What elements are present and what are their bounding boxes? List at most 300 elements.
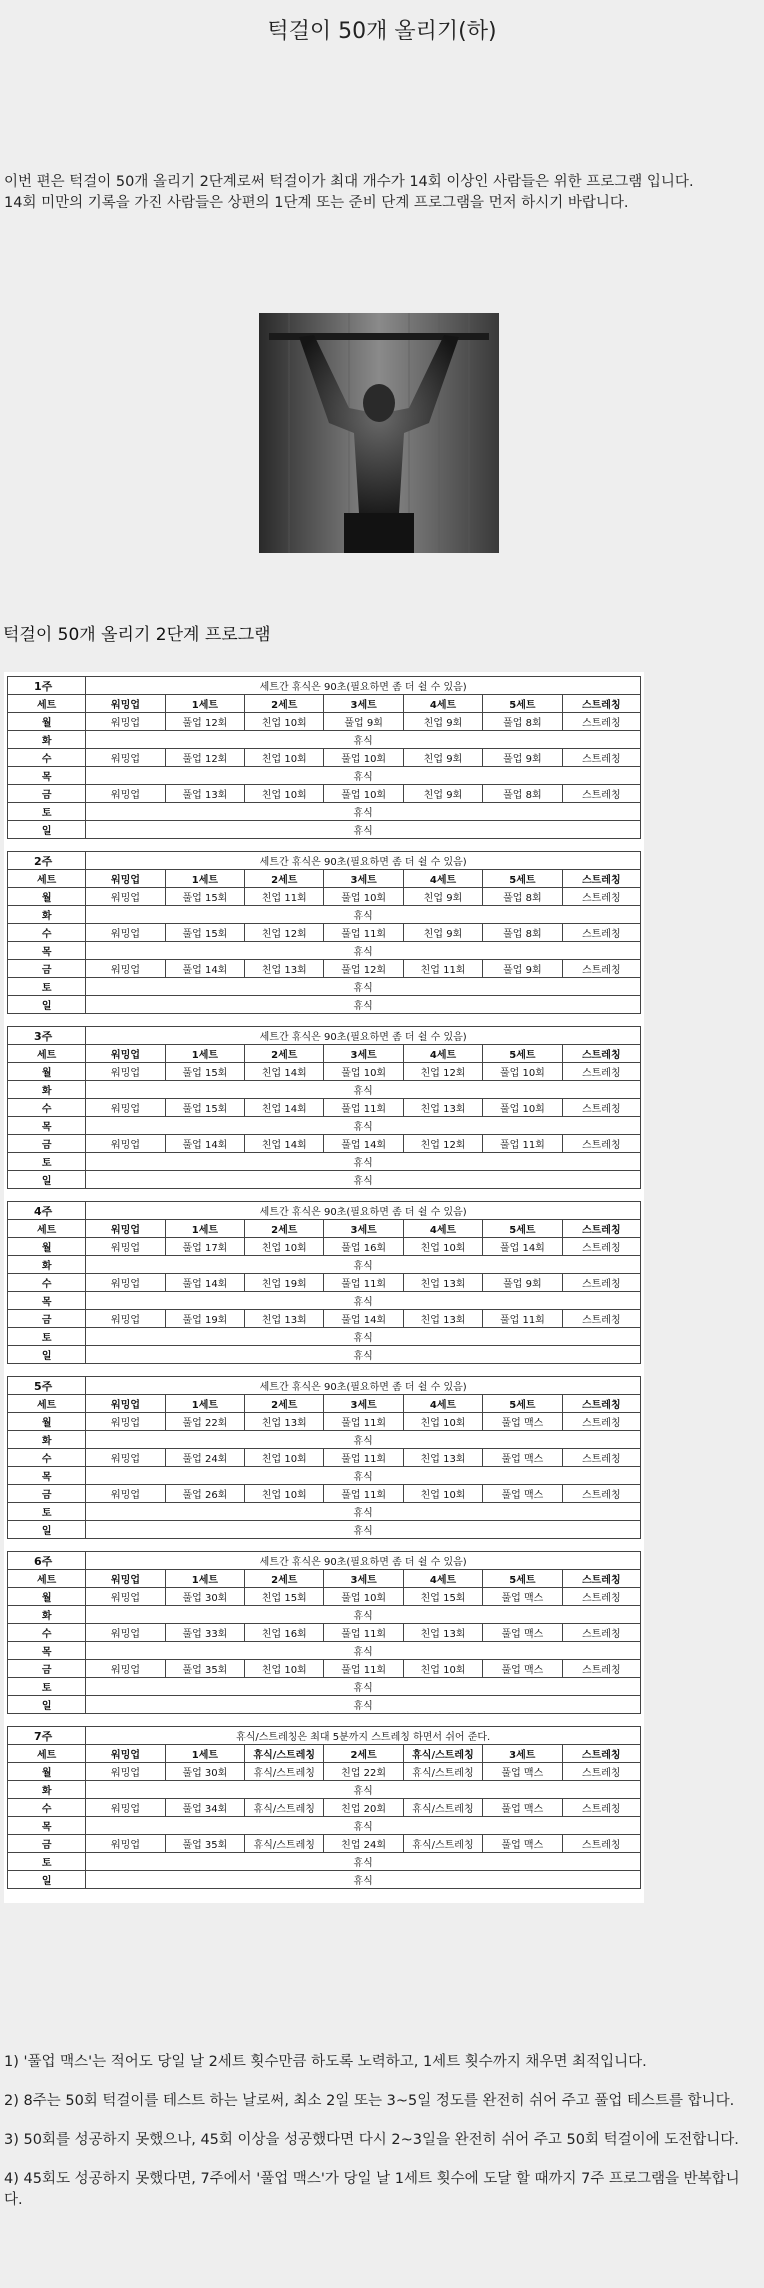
table-row [8, 1431, 641, 1449]
table-row [8, 1835, 641, 1853]
workout-cell: 스트레칭 [562, 1238, 640, 1256]
day-label: 일 [8, 1871, 86, 1889]
workout-cell: 휴식/스트레칭 [245, 1835, 324, 1853]
rest-cell: 휴식 [86, 1503, 641, 1521]
day-label: 토 [8, 1853, 86, 1871]
workout-cell: 풀업 10회 [483, 1099, 562, 1117]
column-header: 3세트 [324, 1220, 403, 1238]
rest-cell: 휴식 [86, 942, 641, 960]
day-label: 금 [8, 785, 86, 803]
workout-cell: 스트레칭 [562, 1835, 641, 1853]
workout-cell: 워밍업 [86, 1063, 165, 1081]
rest-cell: 휴식 [86, 1171, 641, 1189]
column-header: 스트레칭 [562, 1045, 640, 1063]
column-header: 3세트 [324, 1570, 403, 1588]
week-table [7, 676, 641, 839]
day-label: 토 [8, 1328, 86, 1346]
workout-cell: 스트레칭 [562, 1624, 640, 1642]
table-row [8, 888, 641, 906]
workout-cell: 풀업 24회 [165, 1449, 244, 1467]
workout-cell: 워밍업 [86, 924, 165, 942]
table-row [8, 1292, 641, 1310]
column-header: 1세트 [165, 695, 244, 713]
rest-cell: 휴식 [86, 1431, 641, 1449]
notes [4, 2052, 756, 2229]
day-label: 수 [8, 1099, 86, 1117]
workout-cell: 친업 10회 [403, 1660, 482, 1678]
day-label: 월 [8, 1238, 86, 1256]
workout-cell: 풀업 10회 [324, 749, 403, 767]
header-row [8, 1395, 641, 1413]
workout-cell: 워밍업 [86, 1099, 165, 1117]
table-row [8, 1781, 641, 1799]
week-title-row [8, 1552, 641, 1570]
workout-cell: 워밍업 [86, 1238, 165, 1256]
workout-cell: 풀업 15회 [165, 888, 244, 906]
column-header: 스트레칭 [562, 1395, 640, 1413]
intro-line-2: 14회 미만의 기록을 가진 사람들은 상편의 1단계 또는 준비 단계 프로그램을 먼저 하시기 바랍니다. [4, 195, 629, 211]
workout-cell: 풀업 11회 [324, 1485, 403, 1503]
workout-cell: 풀업 12회 [165, 749, 244, 767]
rest-cell: 휴식 [86, 731, 641, 749]
week-label: 5주 [8, 1377, 86, 1395]
workout-cell: 풀업 14회 [165, 960, 244, 978]
column-header: 4세트 [403, 1570, 482, 1588]
rest-cell: 휴식 [86, 1871, 641, 1889]
week-table [7, 1201, 641, 1364]
day-label: 수 [8, 749, 86, 767]
workout-cell: 풀업 11회 [324, 1624, 403, 1642]
table-row [8, 785, 641, 803]
workout-cell: 스트레칭 [562, 1099, 640, 1117]
workout-cell: 스트레칭 [562, 1310, 640, 1328]
day-label: 수 [8, 1624, 86, 1642]
workout-cell: 풀업 맥스 [483, 1413, 562, 1431]
column-header: 세트 [8, 695, 86, 713]
workout-cell: 풀업 11회 [324, 1099, 403, 1117]
column-header: 4세트 [403, 870, 482, 888]
day-label: 토 [8, 1153, 86, 1171]
day-label: 금 [8, 1660, 86, 1678]
column-header: 5세트 [483, 1220, 562, 1238]
workout-cell: 휴식/스트레칭 [403, 1763, 482, 1781]
week-title-row [8, 1377, 641, 1395]
day-label: 월 [8, 1763, 86, 1781]
table-row [8, 803, 641, 821]
column-header: 1세트 [165, 1045, 244, 1063]
day-label: 목 [8, 1467, 86, 1485]
column-header: 3세트 [324, 1045, 403, 1063]
workout-cell: 워밍업 [86, 1135, 165, 1153]
column-header: 세트 [8, 1745, 86, 1763]
column-header: 세트 [8, 1570, 86, 1588]
week-label: 4주 [8, 1202, 86, 1220]
workout-cell: 스트레칭 [562, 1799, 641, 1817]
column-header: 워밍업 [86, 1570, 165, 1588]
week-title-row [8, 677, 641, 695]
table-row [8, 1274, 641, 1292]
column-header: 5세트 [483, 1045, 562, 1063]
workout-cell: 친업 11회 [245, 888, 324, 906]
workout-cell: 워밍업 [86, 1485, 165, 1503]
day-label: 수 [8, 1799, 86, 1817]
workout-cell: 스트레칭 [562, 1763, 641, 1781]
workout-cell: 풀업 14회 [165, 1135, 244, 1153]
day-label: 화 [8, 1256, 86, 1274]
week-table [7, 1376, 641, 1539]
column-header: 3세트 [483, 1745, 562, 1763]
rest-cell: 휴식 [86, 1153, 641, 1171]
workout-cell: 친업 15회 [403, 1588, 482, 1606]
day-label: 일 [8, 1171, 86, 1189]
workout-cell: 스트레칭 [562, 1485, 640, 1503]
column-header: 워밍업 [86, 1045, 165, 1063]
week-rest-note: 세트간 휴식은 90초(필요하면 좀 더 쉴 수 있음) [86, 1552, 641, 1570]
workout-cell: 풀업 10회 [324, 1588, 403, 1606]
table-row [8, 1171, 641, 1189]
workout-cell: 풀업 맥스 [483, 1835, 562, 1853]
week-rest-note: 세트간 휴식은 90초(필요하면 좀 더 쉴 수 있음) [86, 1027, 641, 1045]
workout-cell: 친업 10회 [245, 1485, 324, 1503]
workout-cell: 풀업 10회 [324, 888, 403, 906]
week-title-row [8, 1727, 641, 1745]
week-label: 1주 [8, 677, 86, 695]
workout-cell: 풀업 12회 [165, 713, 244, 731]
header-row [8, 695, 641, 713]
column-header: 세트 [8, 1045, 86, 1063]
workout-cell: 휴식/스트레칭 [403, 1799, 482, 1817]
column-header: 3세트 [324, 1395, 403, 1413]
table-row [8, 1467, 641, 1485]
week-label: 3주 [8, 1027, 86, 1045]
workout-cell: 친업 9회 [403, 785, 482, 803]
rest-cell: 휴식 [86, 1853, 641, 1871]
table-row [8, 1328, 641, 1346]
table-row [8, 1521, 641, 1539]
workout-cell: 풀업 9회 [324, 713, 403, 731]
rest-cell: 휴식 [86, 1642, 641, 1660]
column-header: 세트 [8, 870, 86, 888]
intro-text [4, 172, 756, 214]
workout-cell: 친업 13회 [403, 1274, 482, 1292]
rest-cell: 휴식 [86, 767, 641, 785]
table-row [8, 1099, 641, 1117]
column-header: 1세트 [165, 1745, 244, 1763]
workout-cell: 풀업 맥스 [483, 1449, 562, 1467]
table-row [8, 749, 641, 767]
workout-cell: 친업 10회 [403, 1238, 482, 1256]
day-label: 화 [8, 1781, 86, 1799]
program-tables [4, 672, 644, 1903]
column-header: 3세트 [324, 870, 403, 888]
week-table [7, 851, 641, 1014]
column-header: 휴식/스트레칭 [403, 1745, 482, 1763]
day-label: 화 [8, 1081, 86, 1099]
day-label: 화 [8, 731, 86, 749]
page-title: 턱걸이 50개 올리기(하) [267, 19, 497, 44]
workout-cell: 워밍업 [86, 749, 165, 767]
rest-cell: 휴식 [86, 803, 641, 821]
rest-cell: 휴식 [86, 1117, 641, 1135]
workout-cell: 풀업 10회 [324, 785, 403, 803]
rest-cell: 휴식 [86, 1328, 641, 1346]
column-header: 스트레칭 [562, 695, 640, 713]
workout-cell: 친업 14회 [245, 1135, 324, 1153]
week-title-row [8, 852, 641, 870]
workout-cell: 친업 13회 [403, 1310, 482, 1328]
workout-cell: 풀업 11회 [324, 1449, 403, 1467]
table-row [8, 996, 641, 1014]
day-label: 화 [8, 1606, 86, 1624]
column-header: 5세트 [483, 1395, 562, 1413]
day-label: 일 [8, 1346, 86, 1364]
workout-cell: 풀업 16회 [324, 1238, 403, 1256]
table-row [8, 1449, 641, 1467]
day-label: 일 [8, 996, 86, 1014]
workout-cell: 풀업 맥스 [483, 1588, 562, 1606]
workout-cell: 풀업 11회 [483, 1135, 562, 1153]
workout-cell: 풀업 14회 [324, 1135, 403, 1153]
column-header: 스트레칭 [562, 870, 640, 888]
workout-cell: 워밍업 [86, 1763, 165, 1781]
workout-cell: 스트레칭 [562, 1449, 640, 1467]
table-row [8, 1063, 641, 1081]
day-label: 일 [8, 821, 86, 839]
workout-cell: 풀업 35회 [165, 1660, 244, 1678]
day-label: 목 [8, 1292, 86, 1310]
week-table [7, 1026, 641, 1189]
workout-cell: 친업 14회 [245, 1099, 324, 1117]
day-label: 금 [8, 1835, 86, 1853]
column-header: 2세트 [245, 870, 324, 888]
workout-cell: 풀업 17회 [165, 1238, 244, 1256]
column-header: 워밍업 [86, 1220, 165, 1238]
program-heading: 턱걸이 50개 올리기 2단계 프로그램 [3, 625, 271, 645]
workout-cell: 풀업 8회 [483, 924, 562, 942]
workout-cell: 워밍업 [86, 1835, 165, 1853]
day-label: 목 [8, 1642, 86, 1660]
workout-cell: 휴식/스트레칭 [403, 1835, 482, 1853]
rest-cell: 휴식 [86, 1346, 641, 1364]
rest-cell: 휴식 [86, 1256, 641, 1274]
day-label: 월 [8, 888, 86, 906]
week-label: 2주 [8, 852, 86, 870]
table-row [8, 1642, 641, 1660]
workout-cell: 스트레칭 [562, 960, 640, 978]
rest-cell: 휴식 [86, 1521, 641, 1539]
table-row [8, 1153, 641, 1171]
workout-cell: 풀업 11회 [324, 1413, 403, 1431]
column-header: 워밍업 [86, 870, 165, 888]
day-label: 수 [8, 1274, 86, 1292]
column-header: 4세트 [403, 1220, 482, 1238]
workout-cell: 친업 12회 [245, 924, 324, 942]
day-label: 화 [8, 906, 86, 924]
workout-cell: 친업 13회 [245, 1310, 324, 1328]
table-row [8, 1081, 641, 1099]
workout-cell: 친업 12회 [403, 1063, 482, 1081]
week-rest-note: 세트간 휴식은 90초(필요하면 좀 더 쉴 수 있음) [86, 1377, 641, 1395]
week-table [7, 1551, 641, 1714]
workout-cell: 스트레칭 [562, 1135, 640, 1153]
column-header: 5세트 [483, 870, 562, 888]
column-header: 5세트 [483, 1570, 562, 1588]
rest-cell: 휴식 [86, 1678, 641, 1696]
column-header: 2세트 [324, 1745, 403, 1763]
table-row [8, 731, 641, 749]
workout-cell: 워밍업 [86, 713, 165, 731]
workout-cell: 스트레칭 [562, 924, 640, 942]
table-row [8, 1606, 641, 1624]
column-header: 1세트 [165, 1395, 244, 1413]
week-label: 7주 [8, 1727, 86, 1745]
table-row [8, 1799, 641, 1817]
column-header: 1세트 [165, 1570, 244, 1588]
workout-cell: 친업 11회 [403, 960, 482, 978]
column-header: 1세트 [165, 1220, 244, 1238]
day-label: 화 [8, 1431, 86, 1449]
table-row [8, 1117, 641, 1135]
workout-cell: 풀업 30회 [165, 1763, 244, 1781]
day-label: 목 [8, 942, 86, 960]
workout-cell: 스트레칭 [562, 785, 640, 803]
table-row [8, 1346, 641, 1364]
rest-cell: 휴식 [86, 1696, 641, 1714]
table-row [8, 713, 641, 731]
workout-cell: 풀업 9회 [483, 960, 562, 978]
workout-cell: 친업 10회 [245, 1660, 324, 1678]
table-row [8, 821, 641, 839]
table-row [8, 767, 641, 785]
header-row [8, 1045, 641, 1063]
table-row [8, 1853, 641, 1871]
day-label: 금 [8, 1135, 86, 1153]
workout-cell: 풀업 14회 [165, 1274, 244, 1292]
header-row [8, 870, 641, 888]
day-label: 금 [8, 1485, 86, 1503]
rest-cell: 휴식 [86, 906, 641, 924]
table-row [8, 1817, 641, 1835]
workout-cell: 풀업 35회 [165, 1835, 244, 1853]
day-label: 월 [8, 1063, 86, 1081]
table-row [8, 1871, 641, 1889]
day-label: 금 [8, 1310, 86, 1328]
workout-cell: 풀업 11회 [324, 1274, 403, 1292]
week-table [7, 1726, 641, 1889]
column-header: 3세트 [324, 695, 403, 713]
workout-cell: 풀업 15회 [165, 924, 244, 942]
column-header: 휴식/스트레칭 [245, 1745, 324, 1763]
workout-cell: 풀업 19회 [165, 1310, 244, 1328]
workout-cell: 풀업 14회 [324, 1310, 403, 1328]
workout-cell: 친업 14회 [245, 1063, 324, 1081]
header-row [8, 1220, 641, 1238]
workout-cell: 친업 10회 [245, 1238, 324, 1256]
table-row [8, 1678, 641, 1696]
workout-cell: 풀업 맥스 [483, 1624, 562, 1642]
workout-cell: 워밍업 [86, 1588, 165, 1606]
table-row [8, 1485, 641, 1503]
table-row [8, 1660, 641, 1678]
day-label: 토 [8, 1503, 86, 1521]
workout-cell: 스트레칭 [562, 749, 640, 767]
table-row [8, 1135, 641, 1153]
workout-cell: 휴식/스트레칭 [245, 1763, 324, 1781]
workout-cell: 친업 13회 [403, 1449, 482, 1467]
workout-cell: 풀업 8회 [483, 888, 562, 906]
workout-cell: 풀업 26회 [165, 1485, 244, 1503]
column-header: 워밍업 [86, 1745, 165, 1763]
workout-cell: 워밍업 [86, 1624, 165, 1642]
workout-cell: 스트레칭 [562, 1274, 640, 1292]
workout-cell: 친업 20회 [324, 1799, 403, 1817]
column-header: 2세트 [245, 1395, 324, 1413]
table-row [8, 906, 641, 924]
table-row [8, 1503, 641, 1521]
workout-cell: 풀업 12회 [324, 960, 403, 978]
workout-cell: 워밍업 [86, 785, 165, 803]
workout-cell: 휴식/스트레칭 [245, 1799, 324, 1817]
table-row [8, 1238, 641, 1256]
workout-cell: 풀업 맥스 [483, 1660, 562, 1678]
rest-cell: 휴식 [86, 1081, 641, 1099]
table-row [8, 1763, 641, 1781]
workout-cell: 풀업 9회 [483, 749, 562, 767]
week-rest-note: 휴식/스트레칭은 최대 5분까지 스트레칭 하면서 쉬어 준다. [86, 1727, 641, 1745]
rest-cell: 휴식 [86, 1606, 641, 1624]
table-row [8, 1310, 641, 1328]
week-rest-note: 세트간 휴식은 90초(필요하면 좀 더 쉴 수 있음) [86, 1202, 641, 1220]
workout-cell: 풀업 33회 [165, 1624, 244, 1642]
workout-cell: 워밍업 [86, 1799, 165, 1817]
workout-cell: 친업 10회 [245, 785, 324, 803]
workout-cell: 친업 13회 [245, 960, 324, 978]
table-row [8, 978, 641, 996]
workout-cell: 친업 13회 [245, 1413, 324, 1431]
column-header: 2세트 [245, 695, 324, 713]
week-rest-note: 세트간 휴식은 90초(필요하면 좀 더 쉴 수 있음) [86, 852, 641, 870]
workout-cell: 풀업 22회 [165, 1413, 244, 1431]
workout-cell: 친업 9회 [403, 888, 482, 906]
workout-cell: 스트레칭 [562, 1063, 640, 1081]
rest-cell: 휴식 [86, 1292, 641, 1310]
day-label: 토 [8, 1678, 86, 1696]
table-row [8, 1624, 641, 1642]
workout-cell: 친업 9회 [403, 749, 482, 767]
workout-cell: 풀업 맥스 [483, 1763, 562, 1781]
workout-cell: 워밍업 [86, 1413, 165, 1431]
workout-cell: 친업 16회 [245, 1624, 324, 1642]
workout-cell: 스트레칭 [562, 713, 640, 731]
workout-cell: 풀업 14회 [483, 1238, 562, 1256]
workout-cell: 친업 9회 [403, 713, 482, 731]
table-row [8, 1256, 641, 1274]
note-4: 4) 45회도 성공하지 못했다면, 7주에서 '풀업 맥스'가 당일 날 1세트 횟수에 도달 할 때까지 7주 프로그램을 반복합니다. [4, 2171, 740, 2208]
week-rest-note: 세트간 휴식은 90초(필요하면 좀 더 쉴 수 있음) [86, 677, 641, 695]
column-header: 4세트 [403, 1045, 482, 1063]
rest-cell: 휴식 [86, 821, 641, 839]
workout-cell: 풀업 15회 [165, 1099, 244, 1117]
workout-cell: 풀업 맥스 [483, 1799, 562, 1817]
workout-cell: 친업 10회 [245, 1449, 324, 1467]
workout-cell: 친업 22회 [324, 1763, 403, 1781]
workout-cell: 친업 13회 [403, 1624, 482, 1642]
note-1: 1) '풀업 맥스'는 적어도 당일 날 2세트 횟수만큼 하도록 노력하고, 1세트 횟수까지 채우면 최적입니다. [4, 2054, 647, 2070]
column-header: 워밍업 [86, 1395, 165, 1413]
column-header: 5세트 [483, 695, 562, 713]
workout-cell: 친업 10회 [403, 1413, 482, 1431]
table-row [8, 960, 641, 978]
